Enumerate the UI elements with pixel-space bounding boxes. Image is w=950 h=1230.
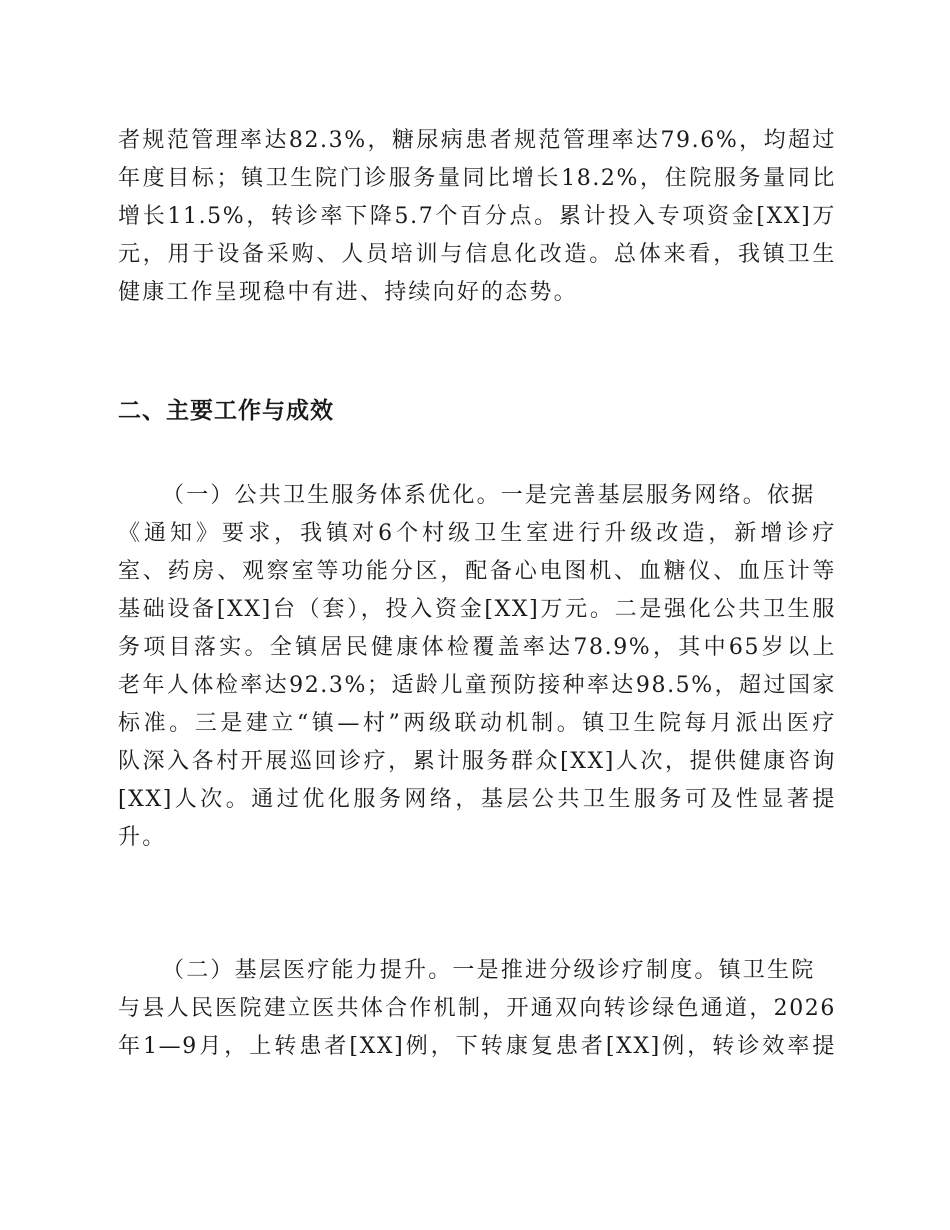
text-line: （一）公共卫生服务体系优化。一是完善基层服务网络。依据 [162,483,816,508]
text-line: 基础设备[XX]台（套），投入资金[XX]万元。二是强化公共卫生服 [118,597,836,622]
text-line: （二）基层医疗能力提升。一是推进分级诊疗制度。镇卫生院 [162,958,816,983]
text-line: 室、药房、观察室等功能分区，配备心电图机、血糖仪、血压计等 [118,559,836,584]
text-line: 务项目落实。全镇居民健康体检覆盖率达78.9%，其中65岁以上 [118,635,836,660]
paragraph-medical-capacity [118,952,836,1066]
text-line: 者规范管理率达82.3%，糖尿病患者规范管理率达79.6%，均超过 [118,128,836,153]
text-line: 增长11.5%，转诊率下降5.7个百分点。累计投入专项资金[XX]万 [118,204,836,229]
paragraph-public-health [118,477,836,857]
text-line: 年1—9月，上转患者[XX]例，下转康复患者[XX]例，转诊效率提 [118,1034,836,1059]
text-line: 《通知》要求，我镇对6个村级卫生室进行升级改造，新增诊疗 [118,521,836,546]
text-line: 标准。三是建立“镇—村”两级联动机制。镇卫生院每月派出医疗 [118,711,836,736]
text-line: 年度目标；镇卫生院门诊服务量同比增长18.2%，住院服务量同比 [118,166,836,191]
text-line: 队深入各村开展巡回诊疗，累计服务群众[XX]人次，提供健康咨询 [118,749,836,774]
text-line: 与县人民医院建立医共体合作机制，开通双向转诊绿色通道，2026 [118,996,836,1021]
text-line: [XX]人次。通过优化服务网络，基层公共卫生服务可及性显著提 [118,787,836,812]
text-line: 老年人体检率达92.3%；适龄儿童预防接种率达98.5%，超过国家 [118,673,836,698]
text-line: 升。 [118,825,167,850]
paragraph-summary [118,122,836,312]
section-heading: 二、主要工作与成效 [118,398,334,424]
text-line: 健康工作呈现稳中有进、持续向好的态势。 [118,280,578,305]
text-line: 元，用于设备采购、人员培训与信息化改造。总体来看，我镇卫生 [118,242,836,267]
